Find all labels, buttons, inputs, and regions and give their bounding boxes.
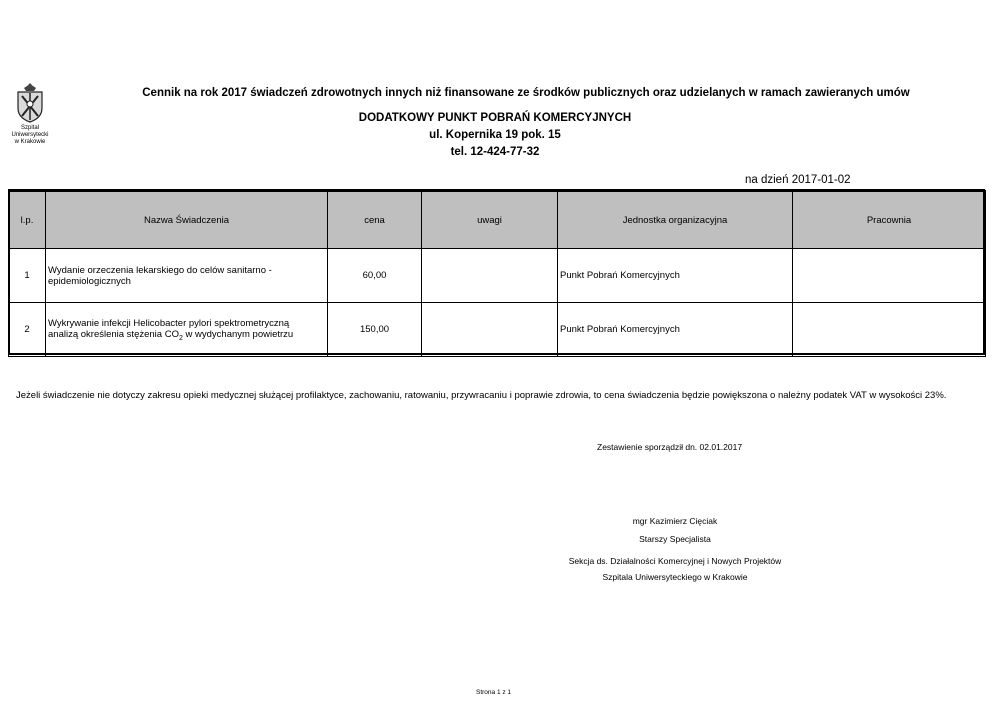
cell-name: Wydanie orzeczenia lekarskiego do celów sanitarno - epidemiologicznych xyxy=(46,249,328,303)
cell-name-line-2 xyxy=(48,329,325,342)
vat-note: Jeżeli świadczenie nie dotyczy zakresu opieki medycznej służącej profilaktyce, zachowaniu, ratowaniu, przywracaniu i poprawie zdrowia, to cena świadczenia będzie powiększona o należny podatek VAT w wysokości 23%. xyxy=(16,390,947,401)
date-label: na dzień xyxy=(745,174,789,186)
prepared-date: Zestawienie sporządził dn. 02.01.2017 xyxy=(597,442,743,452)
cell-remarks xyxy=(422,249,558,303)
cell-unit: Punkt Pobrań Komercyjnych xyxy=(558,303,793,357)
cell-price: 60,00 xyxy=(328,249,422,303)
signer-name: mgr Kazimierz Cięciak xyxy=(632,516,718,526)
header-remarks: uwagi xyxy=(422,191,558,249)
header-name: Nazwa Świadczenia xyxy=(46,191,328,249)
date-value: 2017-01-02 xyxy=(791,174,851,186)
table-row xyxy=(9,303,986,357)
cell-lp: 1 xyxy=(9,249,46,303)
cell-price: 150,00 xyxy=(328,303,422,357)
cell-name-line-1: Wykrywanie infekcji Helicobacter pylori spektrometryczną xyxy=(48,317,290,329)
unit-address: ul. Kopernika 19 pok. 15 xyxy=(429,129,561,141)
institution-name: Szpitala Uniwersyteckiego w Krakowie xyxy=(602,572,748,582)
logo-line-2: Uniwersytecki xyxy=(11,132,49,138)
header-lab: Pracownia xyxy=(793,191,986,249)
crest-icon xyxy=(14,82,46,124)
date-line xyxy=(745,174,851,186)
name-part-pre: analizą określenia stężenia CO xyxy=(48,328,179,340)
cell-remarks xyxy=(422,303,558,357)
table-header-row xyxy=(9,191,986,249)
hospital-logo xyxy=(8,82,52,146)
price-table xyxy=(8,190,986,357)
logo-line-1: Szpital xyxy=(20,125,39,131)
name-subscript: 2 xyxy=(178,334,183,342)
cell-lab xyxy=(793,249,986,303)
cell-lab xyxy=(793,303,986,357)
page-title: Cennik na rok 2017 świadczeń zdrowotnych innych niż finansowane ze środków publicznych oraz udzielanych w ramach zawieranych umów xyxy=(142,87,910,99)
cell-lp: 2 xyxy=(9,303,46,357)
signer-title: Starszy Specjalista xyxy=(639,534,711,544)
table-row xyxy=(9,249,986,303)
cell-unit: Punkt Pobrań Komercyjnych xyxy=(558,249,793,303)
cell-name xyxy=(46,303,328,357)
header-unit: Jednostka organizacyjna xyxy=(558,191,793,249)
department-name: Sekcja ds. Działalności Komercyjnej i Nowych Projektów xyxy=(568,556,782,566)
unit-name: DODATKOWY PUNKT POBRAŃ KOMERCYJNYCH xyxy=(358,112,632,124)
logo-line-3: w Krakowie xyxy=(14,139,46,145)
page-number: Strona 1 z 1 xyxy=(476,689,512,696)
header-price: cena xyxy=(328,191,422,249)
header-lp: l.p. xyxy=(9,191,46,249)
unit-phone: tel. 12-424-77-32 xyxy=(450,146,540,158)
name-part-post: w wydychanym powietrzu xyxy=(182,328,294,340)
